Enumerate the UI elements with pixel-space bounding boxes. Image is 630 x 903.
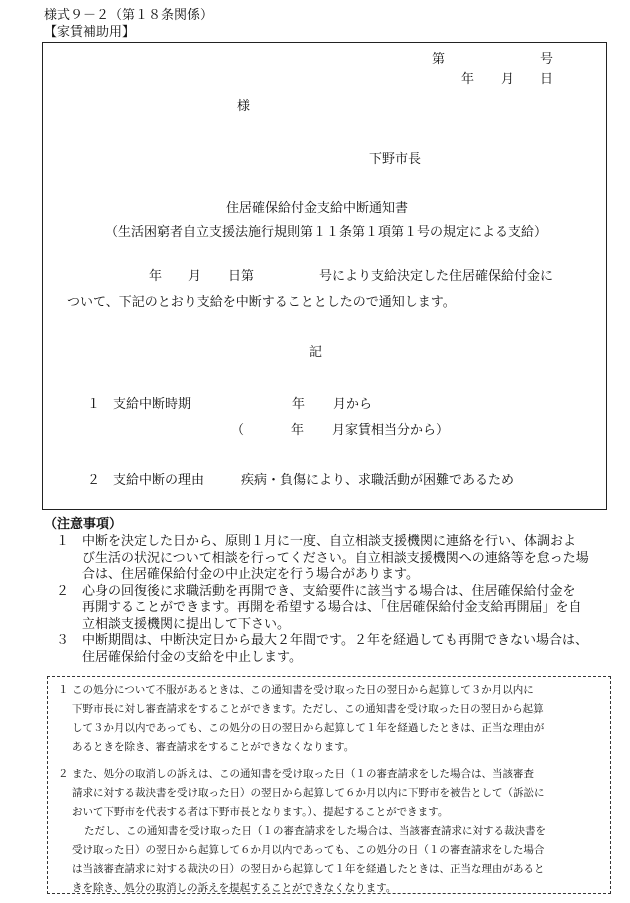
note-number: ３ — [56, 633, 70, 648]
recipient-honorific: 様 — [237, 99, 251, 114]
note-item — [44, 534, 614, 584]
appeal-line: は当該審査請求に対する裁決の日）の翌日から起算して１年を経過したときは、正当な理由があると — [72, 863, 545, 875]
note-line: 再開することができます。再開を希望する場合は、「住居確保給付金支給再開届」を自 — [82, 600, 582, 615]
item1-month-from: 月から — [333, 397, 373, 412]
note-number: ２ — [56, 583, 70, 599]
note-line: び生活の状況について相談を行ってください。自立相談支援機関への連絡等を怠った場 — [82, 550, 589, 566]
form-type-label: 【家賃補助用】 — [44, 25, 136, 40]
note-line: 住居確保給付金の支給を中止します。 — [82, 649, 302, 665]
appeal-line: この処分について不服があるときは、この通知書を受け取った日の翌日から起算して３か月以内に — [72, 684, 534, 696]
date-day: 日 — [540, 72, 554, 87]
appeal-number: １ — [58, 684, 69, 696]
appeal-line: また、処分の取消しの訴えは、この通知書を受け取った日（１の審査請求をした場合は、当該審査 — [72, 768, 534, 780]
appeal-line: あるときを除き、審査請求をすることができなくなります。 — [72, 741, 355, 753]
body-month: 月 — [188, 269, 202, 284]
item1-paren-rest: 月家賃相当分から） — [332, 423, 450, 438]
note-item — [44, 584, 614, 634]
document-subtitle: （生活困窮者自立支援法施行規則第１１条第１項第１号の規定による支給） — [105, 225, 548, 240]
appeal-line: 下野市長に対し審査請求をすることができます。ただし、この通知書を受け取った日の翌日から起算 — [72, 703, 544, 715]
body-line1-text: 号により支給決定した住居確保給付金に — [319, 269, 554, 284]
form-number: 様式９－２（第１８条関係） — [44, 8, 214, 23]
appeal-line: して３か月以内であっても、この処分の日の翌日から起算して１年を経過したときは、正当な理由が — [72, 722, 545, 734]
document-title: 住居確保給付金支給中断通知書 — [226, 201, 409, 216]
appeal-line: ただし、この通知書を受け取った日（１の審査請求をした場合は、当該審査請求に対する裁決書を — [84, 825, 546, 837]
appeal-paragraph-2 — [58, 765, 603, 822]
item1-year: 年 — [292, 397, 306, 412]
appeal-paragraph-3 — [58, 822, 603, 898]
number-prefix: 第 — [432, 52, 446, 67]
item2-reason: 疾病・負傷により、求職活動が困難であるため — [241, 473, 515, 488]
ki-label: 記 — [309, 345, 323, 360]
notes-section — [44, 517, 614, 666]
notice-box — [42, 42, 607, 510]
appeal-paragraph-1 — [58, 681, 603, 757]
note-number: １ — [56, 534, 70, 549]
appeal-info-box — [47, 676, 611, 894]
item1-label: １ 支給中断時期 — [87, 397, 192, 412]
item1-paren-year: 年 — [291, 423, 305, 438]
notes-heading: （注意事項） — [44, 517, 123, 532]
appeal-line: きを除き、処分の取消しの訴えを提起することができなくなります。 — [72, 882, 397, 894]
appeal-number: ２ — [58, 768, 69, 780]
note-line: 合は、住居確保給付金の中止決定を行う場合があります。 — [82, 567, 419, 582]
appeal-line: おいて下野市を代表する者は下野市長となります。）、提起することができます。 — [72, 806, 449, 818]
note-line: 立相談支援機関に提出して下さい。 — [82, 616, 291, 632]
body-year: 年 — [149, 269, 163, 284]
item2-label: ２ 支給中断の理由 — [87, 473, 205, 488]
appeal-line: 請求に対する裁決書を受け取った日）の翌日から起算して６か月以内に下野市を被告として（訴訟に — [72, 787, 545, 799]
body-day: 日第 — [228, 269, 255, 284]
appeal-line: 受け取った日）の翌日から起算して６か月以内であっても、この処分の日（１の審査請求をした場合 — [72, 844, 545, 856]
note-line: 中断期間は、中断決定日から最大２年間です。２年を経過しても再開できない場合は、 — [82, 633, 588, 648]
note-line: 中断を決定した日から、原則１月に一度、自立相談支援機関に連絡を行い、体調およ — [82, 534, 577, 549]
item1-paren-open: （ — [231, 423, 245, 438]
issuer: 下野市長 — [369, 152, 422, 167]
note-line: 心身の回復後に求職活動を再開でき、支給要件に該当する場合は、住居確保給付金を — [82, 583, 576, 599]
date-month: 月 — [501, 72, 515, 87]
date-year: 年 — [461, 72, 475, 87]
number-suffix: 号 — [540, 52, 554, 67]
body-line2: ついて、下記のとおり支給を中断することとしたので通知します。 — [67, 295, 456, 310]
note-item — [44, 633, 614, 666]
